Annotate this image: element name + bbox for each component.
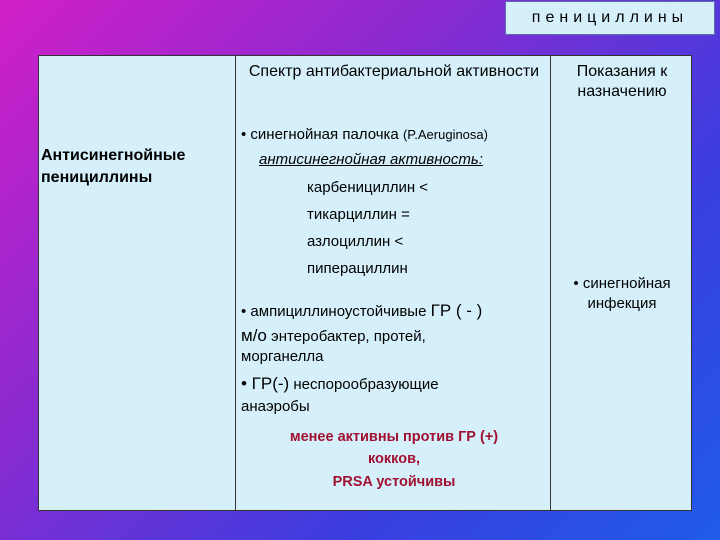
slide-title: пенициллины <box>505 1 715 35</box>
header-indications: Показания к назначению <box>576 63 668 100</box>
header-spectrum: Спектр антибактериальной активности <box>248 63 540 80</box>
enterobacter-proteus: энтеробактер, протей, <box>271 328 426 345</box>
gram-negative-label: ГР ( - ) <box>430 301 483 320</box>
pseudomonas-latin-name: (P.Aeruginosa) <box>402 127 488 142</box>
gram-positive-note <box>244 426 544 493</box>
drug-group-name: Антисинегнойные пенициллины <box>41 147 186 186</box>
spectrum-item-pseudomonas <box>241 126 488 143</box>
drug-ticarcillin: тикарциллин = <box>307 206 410 223</box>
anaerobes-line: анаэробы <box>241 398 310 415</box>
morganella-line: морганелла <box>241 348 324 365</box>
drug-carbenicillin: карбенициллин < <box>307 179 429 196</box>
penicillin-table <box>38 55 692 511</box>
column-divider-2 <box>550 56 551 510</box>
microorganisms-abbrev: м/о <box>241 326 267 345</box>
microorganisms-line <box>241 326 426 346</box>
spectrum-item-pseudomonas-text: • синегнойная палочка <box>241 126 399 143</box>
indication-line1: • синегнойная <box>573 275 671 292</box>
indication-pseudomonas-infection <box>555 274 689 314</box>
column-divider-1 <box>235 56 236 510</box>
spectrum-item-ampicillin-resistant <box>241 301 482 321</box>
ampicillin-resistant-text: • ампициллиноустойчивые <box>241 303 427 320</box>
indication-line2: инфекция <box>587 295 657 312</box>
gram-positive-note-line1: менее активны против ГР (+) <box>289 429 499 445</box>
gram-positive-note-line2: кокков, <box>367 451 421 467</box>
gram-negative-anaerobes-label: • ГР(-) <box>241 374 290 393</box>
antipseudomonal-activity-label: антисинегнойная активность: <box>259 151 483 168</box>
drug-azlocillin: азлоциллин < <box>307 233 404 250</box>
spectrum-item-anaerobes <box>241 374 439 394</box>
prsa-resistant-note: PRSA устойчивы <box>332 474 456 490</box>
drug-piperacillin: пиперациллин <box>307 260 408 277</box>
non-sporeforming-text: неспорообразующие <box>293 376 439 393</box>
